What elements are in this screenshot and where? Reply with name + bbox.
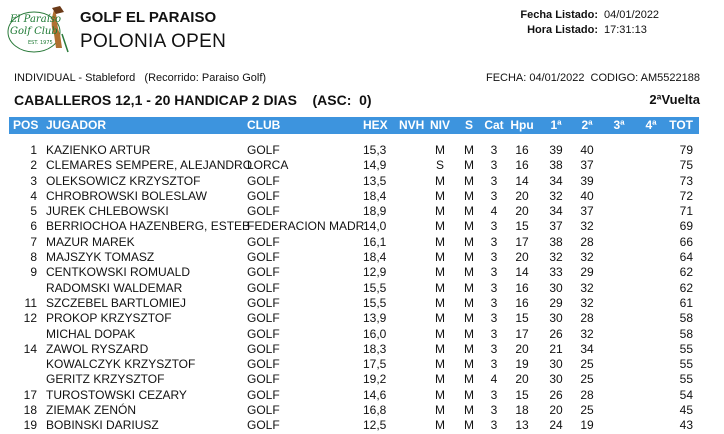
logo-line3: EST. 1975 xyxy=(28,40,53,46)
col-round4: 4ª xyxy=(645,118,657,132)
listing-meta xyxy=(520,8,692,38)
col-hpu: Hpu xyxy=(510,118,534,132)
cell-jugador: PROKOP KRZYSZTOF xyxy=(46,311,172,326)
cell-cat: 3 xyxy=(490,387,498,402)
competition-info xyxy=(14,72,700,84)
cell-round2: 19 xyxy=(580,418,594,433)
cell-hex: 16,8 xyxy=(363,403,387,418)
col-round2: 2ª xyxy=(581,118,593,132)
cell-round2: 32 xyxy=(580,219,594,234)
table-row xyxy=(9,174,699,189)
cell-cat: 3 xyxy=(490,265,498,280)
cell-hex: 16,0 xyxy=(363,326,387,341)
cell-round2: 28 xyxy=(580,234,594,249)
cell-pos: 6 xyxy=(30,219,37,234)
col-s: S xyxy=(464,118,473,132)
cell-round1: 32 xyxy=(549,188,563,203)
cell-round2: 25 xyxy=(580,372,594,387)
cell-round2: 34 xyxy=(580,341,594,356)
table-row xyxy=(9,204,699,219)
table-row xyxy=(9,143,699,158)
col-niv: NIV xyxy=(430,118,451,132)
cell-round1: 39 xyxy=(549,143,563,157)
cell-hpu: 20 xyxy=(515,341,529,356)
table-row xyxy=(9,296,699,311)
cell-round1: 30 xyxy=(549,372,563,387)
cell-tot: 64 xyxy=(679,250,693,265)
cell-hpu: 20 xyxy=(515,372,529,387)
cell-jugador: OLEKSOWICZ KRZYSZTOF xyxy=(46,173,201,188)
cell-pos: 11 xyxy=(24,295,37,310)
logo-line2: Golf Club xyxy=(10,26,58,37)
hora-value: 17:31:13 xyxy=(604,24,647,36)
cell-niv: S xyxy=(435,158,444,173)
cell-cat: 3 xyxy=(490,173,498,188)
cell-hex: 14,0 xyxy=(363,219,387,234)
cell-niv: M xyxy=(435,265,445,280)
cell-pos: 8 xyxy=(30,250,37,265)
cell-cat: 3 xyxy=(490,403,498,418)
cell-club: GOLF xyxy=(247,326,280,341)
cell-tot: 75 xyxy=(679,158,693,173)
cell-tot: 73 xyxy=(679,173,693,188)
cell-tot: 62 xyxy=(679,265,693,280)
cell-niv: M xyxy=(435,357,445,372)
cell-cat: 3 xyxy=(490,357,498,372)
cell-round2: 32 xyxy=(580,326,594,341)
category-line xyxy=(14,92,700,108)
cell-round2: 25 xyxy=(580,357,594,372)
event-name: POLONIA OPEN xyxy=(80,31,227,52)
cell-hpu: 16 xyxy=(515,158,529,173)
cell-cat: 4 xyxy=(490,204,498,219)
cell-pos: 19 xyxy=(23,418,37,433)
cell-pos: 2 xyxy=(30,158,37,173)
table-row xyxy=(9,418,699,433)
table-row xyxy=(9,403,699,418)
fecha-row xyxy=(520,8,692,23)
cell-hex: 13,9 xyxy=(363,311,387,326)
cell-s: M xyxy=(464,188,474,203)
cell-hpu: 17 xyxy=(515,234,529,249)
cell-niv: M xyxy=(435,403,445,418)
cell-club: GOLF xyxy=(247,295,280,310)
cell-round1: 37 xyxy=(549,219,563,234)
cell-hex: 18,4 xyxy=(363,188,387,203)
cell-tot: 54 xyxy=(679,387,693,402)
cell-round2: 32 xyxy=(580,250,594,265)
cell-club: GOLF xyxy=(247,234,280,249)
cell-club: GOLF xyxy=(247,418,280,433)
cell-jugador: MAJSZYK TOMASZ xyxy=(46,250,155,265)
cell-hpu: 13 xyxy=(515,418,529,433)
fecha-value: 04/01/2022 xyxy=(604,9,660,21)
table-row xyxy=(9,357,699,372)
cell-cat: 3 xyxy=(490,326,498,341)
cell-s: M xyxy=(464,280,474,295)
cell-pos: 3 xyxy=(30,173,37,188)
cell-niv: M xyxy=(435,326,445,341)
cell-s: M xyxy=(464,295,474,310)
cell-cat: 3 xyxy=(490,143,498,157)
cell-hpu: 16 xyxy=(515,295,529,310)
cell-round1: 34 xyxy=(549,204,563,219)
date-code-info: FECHA: 04/01/2022 CODIGO: AM5522188 xyxy=(485,72,700,84)
cell-round1: 21 xyxy=(549,341,563,356)
cell-round1: 30 xyxy=(549,357,563,372)
cell-tot: 58 xyxy=(679,311,693,326)
cell-jugador: CLEMARES SEMPERE, ALEJANDRO xyxy=(46,158,253,173)
cell-round2: 40 xyxy=(580,143,594,157)
cell-round1: 20 xyxy=(549,403,563,418)
cell-s: M xyxy=(464,158,474,173)
cell-s: M xyxy=(464,387,474,402)
cell-hpu: 16 xyxy=(515,280,529,295)
cell-s: M xyxy=(464,418,474,433)
col-pos: POS xyxy=(13,118,39,132)
cell-niv: M xyxy=(435,387,445,402)
club-logo xyxy=(6,4,72,56)
cell-hpu: 14 xyxy=(515,265,529,280)
cell-jugador: CHROBROWSKI BOLESLAW xyxy=(46,188,207,203)
cell-hpu: 20 xyxy=(515,250,529,265)
cell-cat: 3 xyxy=(490,234,498,249)
cell-niv: M xyxy=(435,204,445,219)
cell-club: GOLF xyxy=(247,280,280,295)
cell-club: GOLF xyxy=(247,204,280,219)
cell-round1: 33 xyxy=(549,265,563,280)
cell-club: GOLF xyxy=(247,250,280,265)
cell-pos: 7 xyxy=(30,234,37,249)
cell-round2: 37 xyxy=(580,158,594,173)
cell-jugador: SZCZEBEL BARTLOMIEJ xyxy=(46,295,187,310)
cell-s: M xyxy=(464,204,474,219)
cell-pos: 17 xyxy=(23,387,37,402)
cell-niv: M xyxy=(435,173,445,188)
cell-cat: 4 xyxy=(490,372,498,387)
table-row xyxy=(9,388,699,403)
table-row xyxy=(9,342,699,357)
cell-s: M xyxy=(464,265,474,280)
cell-s: M xyxy=(464,403,474,418)
table-row xyxy=(9,281,699,296)
cell-pos: 9 xyxy=(30,265,37,280)
cell-s: M xyxy=(464,357,474,372)
cell-tot: 69 xyxy=(679,219,693,234)
cell-round2: 28 xyxy=(580,387,594,402)
logo-line1: El Paraíso xyxy=(10,14,62,25)
cell-cat: 3 xyxy=(490,219,498,234)
cell-tot: 71 xyxy=(679,204,693,219)
cell-pos: 4 xyxy=(30,188,37,203)
table-row xyxy=(9,311,699,326)
cell-jugador: KAZIENKO ARTUR xyxy=(46,143,151,157)
col-cat: Cat xyxy=(484,118,504,132)
cell-s: M xyxy=(464,341,474,356)
cell-jugador: ZAWOL RYSZARD xyxy=(46,341,149,356)
cell-club: GOLF xyxy=(247,403,280,418)
cell-pos: 18 xyxy=(23,403,37,418)
cell-round2: 32 xyxy=(580,295,594,310)
cell-cat: 3 xyxy=(490,158,498,173)
cell-cat: 3 xyxy=(490,341,498,356)
table-row xyxy=(9,327,699,342)
table-row xyxy=(9,219,699,234)
cell-club: GOLF xyxy=(247,387,280,402)
col-hex: HEX xyxy=(363,118,388,132)
cell-s: M xyxy=(464,234,474,249)
cell-tot: 55 xyxy=(679,341,693,356)
cell-hpu: 17 xyxy=(515,326,529,341)
cell-cat: 3 xyxy=(490,280,498,295)
cell-tot: 55 xyxy=(679,357,693,372)
cell-jugador: JUREK CHLEBOWSKI xyxy=(46,204,169,219)
cell-niv: M xyxy=(435,311,445,326)
cell-jugador: ZIEMAK ZENÓN xyxy=(46,403,137,418)
cell-round1: 38 xyxy=(549,158,563,173)
cell-hex: 12,9 xyxy=(363,265,387,280)
cell-round2: 40 xyxy=(580,188,594,203)
hora-label: Hora Listado: xyxy=(527,24,598,36)
cell-hpu: 16 xyxy=(515,143,529,157)
cell-s: M xyxy=(464,173,474,188)
cell-tot: 79 xyxy=(679,143,693,157)
cell-jugador: MAZUR MAREK xyxy=(46,234,135,249)
cell-s: M xyxy=(464,219,474,234)
col-tot: TOT xyxy=(669,118,693,132)
cell-hpu: 20 xyxy=(515,188,529,203)
round-label: 2ªVuelta xyxy=(649,92,700,107)
cell-niv: M xyxy=(435,341,445,356)
col-round3: 3ª xyxy=(613,118,625,132)
cell-club: GOLF xyxy=(247,143,280,157)
cell-niv: M xyxy=(435,418,445,433)
hora-row xyxy=(520,23,692,38)
cell-hex: 19,2 xyxy=(363,372,387,387)
table-row xyxy=(9,265,699,280)
cell-s: M xyxy=(464,311,474,326)
cell-niv: M xyxy=(435,295,445,310)
cell-hex: 14,6 xyxy=(363,387,387,402)
cell-tot: 61 xyxy=(679,295,693,310)
cell-round1: 38 xyxy=(549,234,563,249)
cell-tot: 55 xyxy=(679,372,693,387)
fecha-label: Fecha Listado: xyxy=(520,9,598,21)
col-round1: 1ª xyxy=(550,118,562,132)
cell-cat: 3 xyxy=(490,311,498,326)
table-row xyxy=(9,158,699,173)
cell-round1: 32 xyxy=(549,250,563,265)
cell-hpu: 15 xyxy=(515,219,529,234)
results-table-header xyxy=(9,117,699,134)
cell-cat: 3 xyxy=(490,188,498,203)
format-info: INDIVIDUAL - Stableford (Recorrido: Paraiso Golf) xyxy=(14,72,267,84)
cell-tot: 58 xyxy=(679,326,693,341)
cell-cat: 3 xyxy=(490,250,498,265)
table-row xyxy=(9,250,699,265)
col-club: CLUB xyxy=(247,118,281,132)
cell-niv: M xyxy=(435,250,445,265)
cell-club: GOLF xyxy=(247,311,280,326)
cell-club: GOLF xyxy=(247,372,280,387)
cell-s: M xyxy=(464,326,474,341)
cell-club: GOLF xyxy=(247,341,280,356)
category-title: CABALLEROS 12,1 - 20 HANDICAP 2 DIAS (ASC: 0) xyxy=(14,92,372,108)
cell-s: M xyxy=(464,143,474,157)
cell-round2: 25 xyxy=(580,403,594,418)
cell-club: GOLF xyxy=(247,188,280,203)
cell-jugador: GERITZ KRZYSZTOF xyxy=(46,372,165,387)
cell-hpu: 14 xyxy=(515,173,529,188)
cell-jugador: BERRIOCHOA HAZENBERG, ESTEB xyxy=(46,219,251,234)
cell-round2: 39 xyxy=(580,173,594,188)
cell-hex: 16,1 xyxy=(363,234,387,249)
cell-jugador: MICHAL DOPAK xyxy=(46,326,136,341)
cell-hpu: 15 xyxy=(515,387,529,402)
cell-club: GOLF xyxy=(247,357,280,372)
cell-tot: 43 xyxy=(679,418,693,433)
cell-hex: 18,4 xyxy=(363,250,387,265)
cell-cat: 3 xyxy=(490,295,498,310)
cell-round1: 30 xyxy=(549,280,563,295)
cell-round1: 30 xyxy=(549,311,563,326)
cell-tot: 62 xyxy=(679,280,693,295)
cell-round2: 29 xyxy=(580,265,594,280)
cell-round2: 32 xyxy=(580,280,594,295)
cell-hex: 14,9 xyxy=(363,158,387,173)
cell-jugador: TUROSTOWSKI CEZARY xyxy=(46,387,187,402)
cell-niv: M xyxy=(435,234,445,249)
cell-club: LORCA xyxy=(247,158,289,173)
cell-hex: 12,5 xyxy=(363,418,387,433)
cell-jugador: CENTKOWSKI ROMUALD xyxy=(46,265,191,280)
club-name: GOLF EL PARAISO xyxy=(80,9,217,26)
cell-hpu: 19 xyxy=(515,357,529,372)
cell-tot: 72 xyxy=(679,188,693,203)
cell-niv: M xyxy=(435,372,445,387)
cell-round2: 28 xyxy=(580,311,594,326)
club-logo-graphic xyxy=(6,4,72,56)
cell-hpu: 18 xyxy=(515,403,529,418)
cell-hex: 13,5 xyxy=(363,173,387,188)
cell-hex: 15,3 xyxy=(363,143,387,157)
cell-cat: 3 xyxy=(490,418,498,433)
cell-round1: 24 xyxy=(549,418,563,433)
cell-hpu: 15 xyxy=(515,311,529,326)
cell-s: M xyxy=(464,250,474,265)
cell-tot: 45 xyxy=(679,403,693,418)
cell-round1: 26 xyxy=(549,387,563,402)
cell-hex: 18,3 xyxy=(363,341,387,356)
cell-pos: 12 xyxy=(23,311,37,326)
table-row xyxy=(9,235,699,250)
cell-hex: 18,9 xyxy=(363,204,387,219)
cell-niv: M xyxy=(435,188,445,203)
col-nvh: NVH xyxy=(399,118,425,132)
cell-round1: 26 xyxy=(549,326,563,341)
cell-club: GOLF xyxy=(247,265,280,280)
cell-round1: 34 xyxy=(549,173,563,188)
results-table-body xyxy=(9,143,699,434)
table-row xyxy=(9,372,699,387)
cell-round1: 29 xyxy=(549,295,563,310)
cell-hex: 15,5 xyxy=(363,280,387,295)
cell-hex: 15,5 xyxy=(363,295,387,310)
cell-jugador: BOBINSKI DARIUSZ xyxy=(46,418,159,433)
cell-jugador: RADOMSKI WALDEMAR xyxy=(46,280,183,295)
cell-s: M xyxy=(464,372,474,387)
cell-niv: M xyxy=(435,219,445,234)
cell-niv: M xyxy=(435,280,445,295)
cell-round2: 37 xyxy=(580,204,594,219)
cell-tot: 66 xyxy=(679,234,693,249)
cell-pos: 14 xyxy=(23,341,37,356)
cell-club: FEDERACION MADR xyxy=(247,219,365,234)
cell-hpu: 20 xyxy=(515,204,529,219)
cell-pos: 1 xyxy=(30,143,37,157)
col-jugador: JUGADOR xyxy=(46,118,107,132)
table-row xyxy=(9,189,699,204)
cell-niv: M xyxy=(435,143,445,157)
cell-jugador: KOWALCZYK KRZYSZTOF xyxy=(46,357,196,372)
cell-hex: 17,5 xyxy=(363,357,387,372)
cell-pos: 5 xyxy=(30,204,37,219)
cell-club: GOLF xyxy=(247,173,280,188)
